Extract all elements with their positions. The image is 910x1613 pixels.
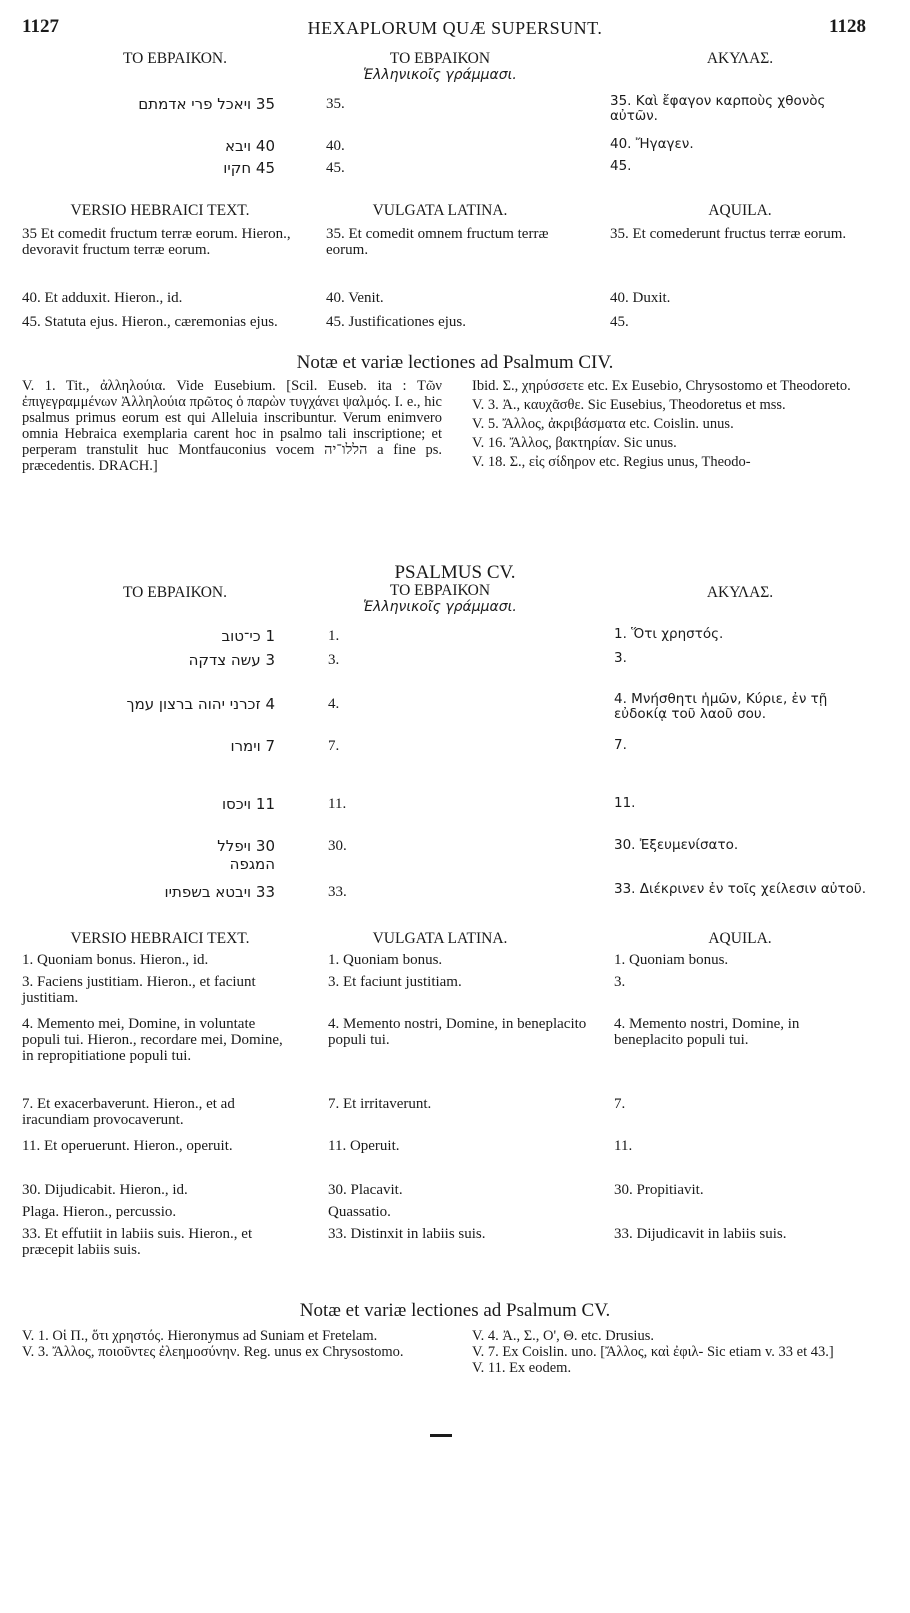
versio-line: 1. Quoniam bonus. Hieron., id.: [22, 952, 209, 968]
heb-line: 40 ויבא: [224, 137, 275, 155]
vulgata-line: 11. Operuit.: [328, 1138, 400, 1154]
aquila-greek-line: 33. Διέκρινεν ἐν τοῖς χείλεσιν αὐτοῦ.: [614, 881, 867, 897]
notes-105-right: [472, 1328, 872, 1376]
aquila-latin-line: 30. Propitiavit.: [614, 1182, 704, 1198]
aquila-latin-line: 1. Quoniam bonus.: [614, 952, 729, 968]
col-head-hebraicum-graecis-text: ΤΟ ΕΒΡΑΙΚΟΝ: [389, 582, 491, 599]
col-head-graecis-sub: Ἑλληνικοῖς γράμμασι.: [363, 67, 517, 83]
col-head-versio: VERSIO HEBRAICI TEXT.: [70, 930, 250, 947]
heb-line: 33 ויבטא בשפתיו: [164, 883, 275, 901]
vulgata-line: 4. Memento nostri, Domine, in beneplacito populi tui.: [328, 1016, 587, 1048]
aquila-latin-line: 45.: [610, 314, 629, 330]
col-head-aquila-gr: ΑΚΥΛΑΣ.: [706, 50, 774, 67]
running-title: HEXAPLORUM QUÆ SUPERSUNT.: [307, 18, 603, 38]
aquila-greek-line: 45.: [610, 158, 632, 174]
mid-verse: 33.: [328, 884, 347, 900]
heb-line: 1 כי־טוב: [221, 627, 275, 645]
aquila-latin-line: 3.: [614, 974, 626, 990]
aquila-latin-line: 33. Dijudicavit in labiis suis.: [614, 1226, 787, 1242]
note-item: V. 18. Σ., εἰς σίδηρον etc. Regius unus, Theodo-: [472, 454, 751, 470]
aquila-greek-line: 3.: [614, 650, 627, 666]
aquila-latin-line: 40. Duxit.: [610, 290, 671, 306]
mid-verse: 4.: [328, 696, 340, 712]
mid-verse: 7.: [328, 738, 340, 754]
notes-104-right: [472, 378, 872, 470]
col-head-aquila-gr: ΑΚΥΛΑΣ.: [706, 584, 774, 601]
versio-line: 3. Faciens justitiam. Hieron., et faciunt justitiam.: [22, 974, 256, 1006]
versio-line: 4. Memento mei, Domine, in voluntate populi tui. Hieron., recordare mei, Domine, in repropitiatione populi tui.: [22, 1016, 283, 1064]
vulgata-line: 33. Distinxit in labiis suis.: [328, 1226, 486, 1242]
aquila-greek-line: 11.: [614, 795, 636, 811]
vulgata-line: 30. Placavit.: [328, 1182, 403, 1198]
mid-verse: 1.: [328, 628, 340, 644]
col-head-vulgata: VULGATA LATINA.: [372, 930, 508, 947]
mid-verse: 40.: [326, 138, 345, 154]
aquila-latin-line: 11.: [614, 1138, 633, 1154]
vulgata-line: 45. Justificationes ejus.: [326, 314, 466, 330]
aquila-greek-line: 35. Καὶ ἔφαγον καρποὺς χθονὸς αὐτῶν.: [610, 93, 826, 124]
note-item: Ibid. Σ., χηρύσσετε etc. Ex Eusebio, Chrysostomo et Theodoreto.: [472, 378, 851, 394]
note-item: V. 7. Ex Coislin. uno. [Ἄλλος, καὶ ἐφιλ- Sic etiam v. 33 et 43.]: [472, 1344, 834, 1360]
page-number-left: 1127: [22, 16, 59, 37]
aquila-greek-line: 40. Ἤγαγεν.: [610, 136, 694, 152]
col-head-hebraicum: ΤΟ ΕΒΡΑΙΚΟΝ.: [122, 50, 228, 67]
heb-line: 30 ויפלל: [217, 837, 275, 855]
heb-line-continued: המגפה: [229, 855, 275, 873]
aquila-latin-line: 4. Memento nostri, Domine, in beneplacito populi tui.: [614, 1016, 800, 1048]
note-item: V. 5. Ἄλλος, ἀκριβάσματα etc. Coislin. unus.: [472, 416, 734, 432]
vulgata-line: 1. Quoniam bonus.: [328, 952, 443, 968]
mid-verse: 35.: [326, 96, 345, 112]
col-head-hebraicum: ΤΟ ΕΒΡΑΙΚΟΝ.: [122, 584, 228, 601]
note-item: V. 1. Οἱ Π., ὅτι χρηστός. Hieronymus ad Suniam et Fretelam.: [22, 1328, 378, 1344]
end-rule: [430, 1434, 452, 1437]
heb-line: 3 עשה צדקה: [188, 651, 275, 669]
versio-line: 33. Et effutiit in labiis suis. Hieron., et præcepit labiis suis.: [22, 1226, 253, 1258]
page-number-right: 1128: [829, 16, 866, 37]
notes-104-left: V. 1. Tit., ἀλληλούια. Vide Eusebium. [Scil. Euseb. ita : Τῶν ἐπιγεγραμμένων Ἀλληλούια πρῶτος ὁ παρὼν τυγχάνει ψαλμός. I. e., hic psalmus primus eorum est qui Alleluia inscribuntur. Verum enimvero omnia Hebraica exemplaria carent hoc in psalmo tali inscriptione; et perperam transtulit huc Montfauconius vocem הללו־יה a fine ps. præcedentis. DRACH.]: [22, 378, 442, 474]
mid-verse: 11.: [328, 796, 347, 812]
col-head-vulgata: VULGATA LATINA.: [372, 202, 508, 219]
versio-line: 11. Et operuerunt. Hieron., operuit.: [22, 1138, 233, 1154]
notes-105-title: Notæ et variæ lectiones ad Psalmum CV.: [299, 1300, 611, 1321]
versio-line: Plaga. Hieron., percussio.: [22, 1204, 177, 1220]
col-head-aquila-lat: AQUILA.: [708, 930, 772, 947]
note-item: V. 11. Ex eodem.: [472, 1360, 572, 1376]
col-head-hebraicum-graecis-text: ΤΟ ΕΒΡΑΙΚΟΝ: [389, 50, 491, 67]
vulgata-line: 40. Venit.: [326, 290, 384, 306]
vulgata-line: 7. Et irritaverunt.: [328, 1096, 432, 1112]
aquila-latin-line: 7.: [614, 1096, 626, 1112]
col-head-hebraicum-graecis: [320, 50, 560, 84]
versio-line: 30. Dijudicabit. Hieron., id.: [22, 1182, 188, 1198]
col-head-hebraicum-graecis: [320, 582, 560, 616]
note-item: V. 4. Ἀ., Σ., Ο', Θ. etc. Drusius.: [472, 1328, 654, 1344]
aquila-latin-line: 35. Et comederunt fructus terræ eorum.: [610, 226, 847, 242]
vulgata-line: Quassatio.: [328, 1204, 391, 1220]
heb-line: 4 זכרני יהוה ברצון עמך: [126, 695, 275, 713]
versio-line: 40. Et adduxit. Hieron., id.: [22, 290, 183, 306]
aquila-greek-line: 30. Ἐξευμενίσατο.: [614, 837, 739, 853]
notes-105-left: [22, 1328, 442, 1360]
note-item: V. 3. Ἄλλος, ποιοῦντες ἐλεημοσύνην. Reg. unus ex Chrysostomo.: [22, 1344, 404, 1360]
versio-line: 7. Et exacerbaverunt. Hieron., et ad iracundiam provocaverunt.: [22, 1096, 235, 1128]
mid-verse: 3.: [328, 652, 340, 668]
heb-line: 35 ויאכל פרי אדמתם: [138, 95, 275, 113]
heb-line: 45 חקיו: [223, 159, 275, 177]
aquila-greek-line: 4. Μνήσθητι ἡμῶν, Κύριε, ἐν τῇ εὐδοκίᾳ τοῦ λαοῦ σου.: [614, 691, 828, 722]
col-head-aquila-lat: AQUILA.: [708, 202, 772, 219]
col-head-versio: VERSIO HEBRAICI TEXT.: [70, 202, 250, 219]
psalm-title: PSALMUS CV.: [394, 562, 516, 583]
vulgata-line: 3. Et faciunt justitiam.: [328, 974, 462, 990]
note-item: V. 16. Ἄλλος, βακτηρίαν. Sic unus.: [472, 435, 677, 451]
aquila-greek-line: 1. Ὅτι χρηστός.: [614, 626, 724, 642]
versio-line: 35 Et comedit fructum terræ eorum. Hieron., devoravit fructum terræ eorum.: [22, 226, 291, 258]
aquila-greek-line: 7.: [614, 737, 627, 753]
note-item: V. 3. Ἀ., καυχᾶσθε. Sic Eusebius, Theodoretus et mss.: [472, 397, 786, 413]
col-head-graecis-sub: Ἑλληνικοῖς γράμμασι.: [363, 599, 517, 615]
notes-104-title: Notæ et variæ lectiones ad Psalmum CIV.: [296, 352, 614, 373]
mid-verse: 45.: [326, 160, 345, 176]
heb-line: 11 ויכסו: [221, 795, 275, 813]
vulgata-line: 35. Et comedit omnem fructum terræ eorum.: [326, 226, 549, 258]
heb-line: 7 וימרו: [230, 737, 275, 755]
mid-verse: 30.: [328, 838, 347, 854]
versio-line: 45. Statuta ejus. Hieron., cæremonias ejus.: [22, 314, 278, 330]
